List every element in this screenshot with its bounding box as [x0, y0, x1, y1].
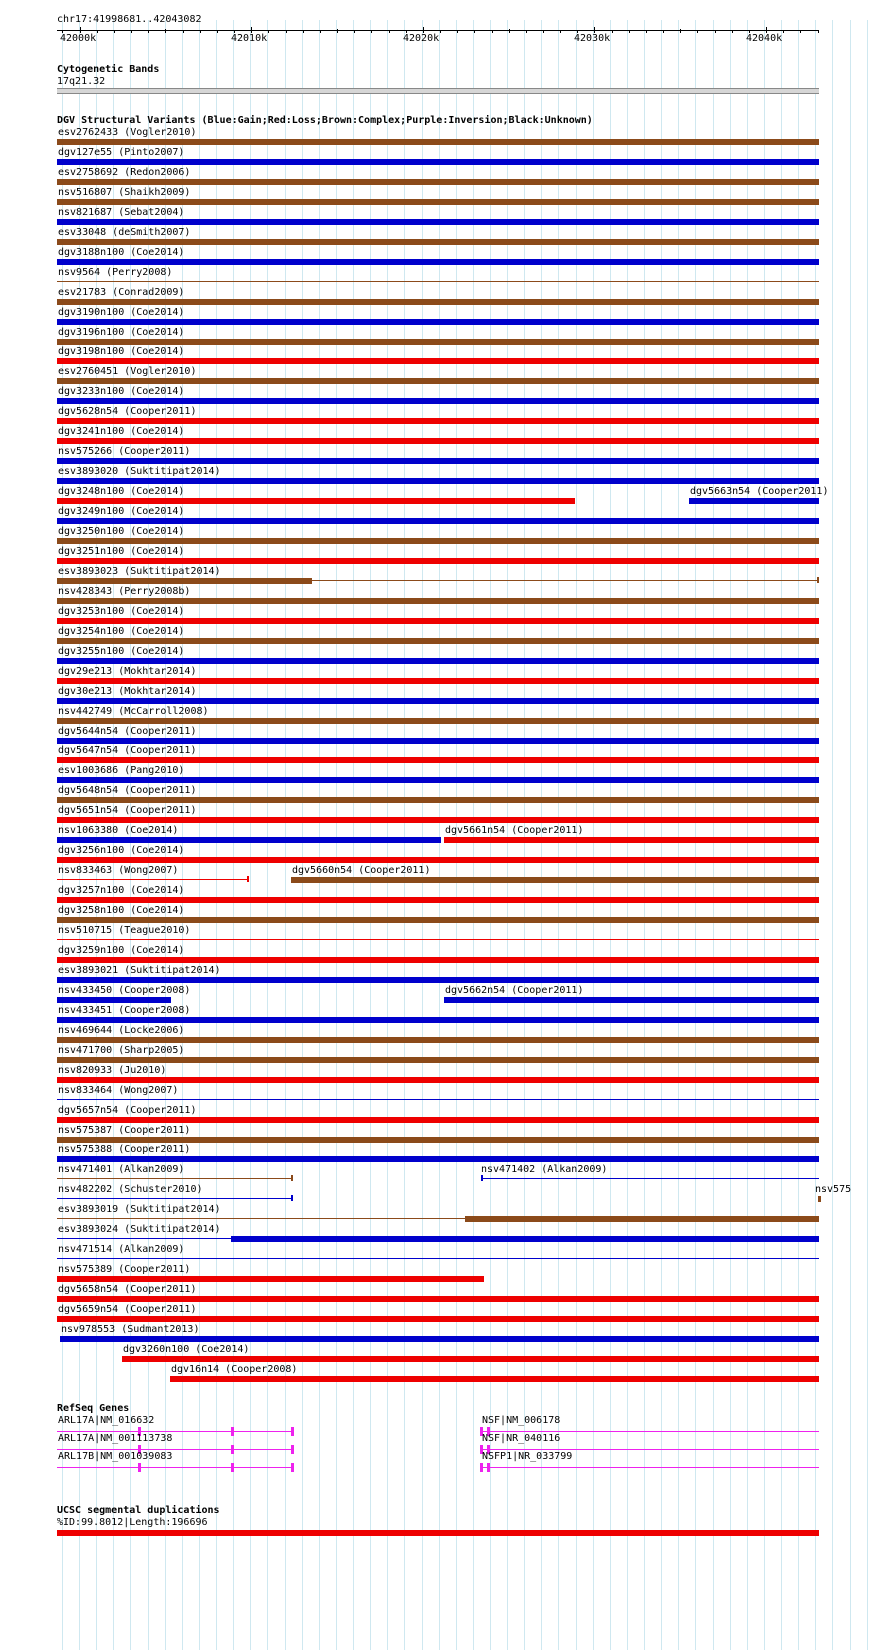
dgv-feature-bar[interactable]: [57, 738, 819, 744]
gene-exon[interactable]: [291, 1463, 294, 1472]
gene-exon[interactable]: [487, 1463, 490, 1472]
ruler-tick-label: 42020k: [403, 33, 440, 44]
ruler-minor-tick: [800, 30, 801, 33]
dgv-feature-label[interactable]: nsv469644 (Locke2006): [58, 1025, 185, 1036]
gene-exon[interactable]: [291, 1445, 294, 1454]
gene-intron-line[interactable]: [57, 1449, 292, 1450]
dgv-feature-label[interactable]: dgv3254n100 (Coe2014): [58, 626, 185, 637]
dgv-feature-bar[interactable]: [57, 718, 819, 724]
dgv-feature-label[interactable]: dgv3241n100 (Coe2014): [58, 426, 185, 437]
ruler-minor-tick: [371, 30, 372, 33]
dgv-feature-label[interactable]: dgv5659n54 (Cooper2011): [58, 1304, 197, 1315]
ruler-minor-tick: [680, 29, 681, 33]
dgv-feature-label[interactable]: nsv575: [815, 1184, 852, 1195]
dgv-feature-bar[interactable]: [57, 578, 312, 584]
dgv-feature-bar[interactable]: [57, 438, 819, 444]
dgv-feature-label[interactable]: esv2762433 (Vogler2010): [58, 127, 197, 138]
dgv-feature-label[interactable]: nsv978553 (Sudmant2013): [61, 1324, 200, 1335]
gene-exon[interactable]: [480, 1463, 483, 1472]
gene-intron-line[interactable]: [57, 1431, 292, 1432]
dgv-feature-bar[interactable]: [57, 179, 819, 185]
dgv-feature-bar[interactable]: [57, 777, 819, 783]
dgv-feature-label[interactable]: esv3893021 (Suktitipat2014): [58, 965, 221, 976]
dgv-feature-label[interactable]: nsv516807 (Shaikh2009): [58, 187, 191, 198]
dgv-feature-label[interactable]: esv3893020 (Suktitipat2014): [58, 466, 221, 477]
ruler-minor-tick: [131, 30, 132, 33]
dgv-feature-label[interactable]: dgv5660n54 (Cooper2011): [292, 865, 431, 876]
dgv-feature-label[interactable]: dgv5648n54 (Cooper2011): [58, 785, 197, 796]
dgv-feature-label[interactable]: dgv5657n54 (Cooper2011): [58, 1105, 197, 1116]
dgv-feature-bar[interactable]: [57, 378, 819, 384]
gene-label[interactable]: ARL17B|NM_001039083: [58, 1451, 173, 1462]
dgv-feature-bar[interactable]: [57, 598, 819, 604]
gene-exon[interactable]: [291, 1427, 294, 1436]
dgv-feature-bar[interactable]: [291, 877, 819, 883]
ruler-tick-label: 42010k: [231, 33, 268, 44]
dgv-feature-bar[interactable]: [57, 558, 819, 564]
segdup-feature-label[interactable]: %ID:99.8012|Length:196696: [57, 1517, 208, 1528]
dgv-feature-label[interactable]: nsv575389 (Cooper2011): [58, 1264, 191, 1275]
gene-label[interactable]: NSFP1|NR_033799: [482, 1451, 573, 1462]
dgv-feature-bar[interactable]: [57, 917, 819, 923]
dgv-feature-label[interactable]: nsv471402 (Alkan2009): [481, 1164, 608, 1175]
dgv-feature-bar[interactable]: [122, 1356, 819, 1362]
dgv-feature-label[interactable]: esv21783 (Conrad2009): [58, 287, 185, 298]
grid-line: [850, 20, 851, 1650]
ruler-minor-tick: [440, 30, 441, 33]
ruler-minor-tick: [286, 30, 287, 33]
dgv-track-title[interactable]: DGV Structural Variants (Blue:Gain;Red:Loss;Brown:Complex;Purple:Inversion;Black:Unknown): [57, 115, 593, 126]
ruler-axis: [57, 30, 819, 31]
gene-intron-line[interactable]: [481, 1431, 819, 1432]
cytoband-bar[interactable]: [57, 88, 819, 94]
dgv-feature-bar[interactable]: [57, 1017, 819, 1023]
ruler-minor-tick: [818, 30, 819, 33]
dgv-feature-label[interactable]: nsv471401 (Alkan2009): [58, 1164, 185, 1175]
dgv-feature-line[interactable]: [57, 879, 248, 880]
dgv-feature-end-tick: [817, 577, 819, 583]
ruler-minor-tick: [629, 30, 630, 33]
ruler-minor-tick: [200, 30, 201, 33]
dgv-feature-bar[interactable]: [57, 239, 819, 245]
dgv-feature-label[interactable]: esv33048 (deSmith2007): [58, 227, 191, 238]
gene-exon[interactable]: [138, 1463, 141, 1472]
gene-intron-line[interactable]: [57, 1467, 292, 1468]
ruler-minor-tick: [165, 29, 166, 33]
dgv-feature-bar[interactable]: [57, 1137, 819, 1143]
grid-line: [832, 20, 833, 1650]
ruler-minor-tick: [217, 30, 218, 33]
dgv-feature-bar[interactable]: [57, 319, 819, 325]
ruler-minor-tick: [783, 30, 784, 33]
ruler-minor-tick: [389, 30, 390, 33]
dgv-feature-label[interactable]: nsv9564 (Perry2008): [58, 267, 173, 278]
ruler-minor-tick: [303, 30, 304, 33]
dgv-feature-bar[interactable]: [465, 1216, 819, 1222]
dgv-feature-label[interactable]: dgv30e213 (Mokhtar2014): [58, 686, 197, 697]
ruler-minor-tick: [337, 29, 338, 33]
dgv-feature-label[interactable]: dgv3249n100 (Coe2014): [58, 506, 185, 517]
gene-label[interactable]: ARL17A|NM_016632: [58, 1415, 155, 1426]
dgv-feature-bar[interactable]: [57, 518, 819, 524]
dgv-feature-label[interactable]: dgv3258n100 (Coe2014): [58, 905, 185, 916]
dgv-feature-label[interactable]: dgv5628n54 (Cooper2011): [58, 406, 197, 417]
ruler-tick-label: 42040k: [746, 33, 783, 44]
dgv-feature-bar[interactable]: [57, 1296, 819, 1302]
dgv-feature-bar[interactable]: [57, 498, 575, 504]
grid-line: [867, 20, 868, 1650]
segdup-feature-bar[interactable]: [57, 1530, 819, 1536]
dgv-feature-bar[interactable]: [57, 1077, 819, 1083]
dgv-feature-bar[interactable]: [444, 997, 819, 1003]
dgv-feature-label[interactable]: dgv5644n54 (Cooper2011): [58, 726, 197, 737]
dgv-feature-label[interactable]: nsv433451 (Cooper2008): [58, 1005, 191, 1016]
dgv-feature-bar[interactable]: [57, 957, 819, 963]
dgv-feature-label[interactable]: dgv5663n54 (Cooper2011): [690, 486, 829, 497]
dgv-feature-label[interactable]: dgv3250n100 (Coe2014): [58, 526, 185, 537]
dgv-feature-bar[interactable]: [818, 1196, 821, 1202]
dgv-feature-bar[interactable]: [57, 1316, 819, 1322]
dgv-feature-bar[interactable]: [689, 498, 819, 504]
dgv-feature-label[interactable]: esv3893023 (Suktitipat2014): [58, 566, 221, 577]
dgv-feature-label[interactable]: dgv5661n54 (Cooper2011): [445, 825, 584, 836]
dgv-feature-line[interactable]: [312, 580, 819, 581]
ruler-minor-tick: [457, 30, 458, 33]
dgv-feature-label[interactable]: nsv471700 (Sharp2005): [58, 1045, 185, 1056]
ruler-minor-tick: [663, 30, 664, 33]
ruler-minor-tick: [526, 30, 527, 33]
dgv-feature-label[interactable]: nsv433450 (Cooper2008): [58, 985, 191, 996]
dgv-feature-bar[interactable]: [57, 817, 819, 823]
dgv-feature-line[interactable]: [57, 1198, 292, 1199]
dgv-feature-bar[interactable]: [57, 458, 819, 464]
dgv-feature-bar[interactable]: [57, 1117, 819, 1123]
dgv-feature-label[interactable]: nsv428343 (Perry2008b): [58, 586, 191, 597]
ruler-tick-label: 42000k: [60, 33, 97, 44]
ruler-minor-tick: [114, 30, 115, 33]
dgv-feature-line[interactable]: [481, 1178, 819, 1179]
dgv-feature-label[interactable]: dgv5658n54 (Cooper2011): [58, 1284, 197, 1295]
dgv-feature-bar[interactable]: [57, 139, 819, 145]
dgv-feature-line[interactable]: [57, 1258, 819, 1259]
dgv-feature-end-tick: [291, 1195, 293, 1201]
ruler-minor-tick: [148, 30, 149, 33]
segdup-track-title[interactable]: UCSC segmental duplications: [57, 1505, 220, 1516]
gene-exon[interactable]: [231, 1445, 234, 1454]
dgv-feature-bar[interactable]: [57, 797, 819, 803]
dgv-feature-bar[interactable]: [57, 997, 171, 1003]
dgv-feature-label[interactable]: dgv16n14 (Cooper2008): [171, 1364, 298, 1375]
dgv-feature-label[interactable]: dgv3198n100 (Coe2014): [58, 346, 185, 357]
dgv-feature-label[interactable]: nsv482202 (Schuster2010): [58, 1184, 203, 1195]
dgv-feature-label[interactable]: esv2758692 (Redon2006): [58, 167, 191, 178]
ruler-minor-tick: [697, 30, 698, 33]
dgv-feature-label[interactable]: nsv575387 (Cooper2011): [58, 1125, 191, 1136]
dgv-feature-line[interactable]: [57, 939, 819, 940]
dgv-feature-bar[interactable]: [57, 1057, 819, 1063]
dgv-feature-label[interactable]: esv3893024 (Suktitipat2014): [58, 1224, 221, 1235]
dgv-feature-end-tick: [291, 1175, 293, 1181]
dgv-feature-bar[interactable]: [57, 638, 819, 644]
gene-exon[interactable]: [231, 1463, 234, 1472]
dgv-feature-label[interactable]: nsv575266 (Cooper2011): [58, 446, 191, 457]
dgv-feature-label[interactable]: esv2760451 (Vogler2010): [58, 366, 197, 377]
gene-label[interactable]: ARL17A|NM_001113738: [58, 1433, 173, 1444]
position-label: chr17:41998681..42043082: [57, 14, 202, 25]
dgv-feature-end-tick: [481, 1175, 483, 1181]
dgv-feature-bar[interactable]: [57, 1156, 819, 1162]
gene-intron-line[interactable]: [481, 1467, 819, 1468]
dgv-feature-bar[interactable]: [57, 658, 819, 664]
dgv-feature-label[interactable]: dgv3188n100 (Coe2014): [58, 247, 185, 258]
dgv-feature-label[interactable]: nsv575388 (Cooper2011): [58, 1144, 191, 1155]
dgv-feature-label[interactable]: dgv3255n100 (Coe2014): [58, 646, 185, 657]
dgv-feature-label[interactable]: dgv127e55 (Pinto2007): [58, 147, 185, 158]
dgv-feature-bar[interactable]: [57, 199, 819, 205]
dgv-feature-bar[interactable]: [57, 757, 819, 763]
dgv-feature-line[interactable]: [57, 1178, 292, 1179]
dgv-feature-bar[interactable]: [57, 538, 819, 544]
dgv-feature-bar[interactable]: [57, 398, 819, 404]
dgv-feature-bar[interactable]: [170, 1376, 819, 1382]
dgv-feature-bar[interactable]: [57, 339, 819, 345]
dgv-feature-label[interactable]: dgv5651n54 (Cooper2011): [58, 805, 197, 816]
dgv-feature-label[interactable]: dgv3248n100 (Coe2014): [58, 486, 185, 497]
dgv-feature-bar[interactable]: [57, 897, 819, 903]
ruler-tick-label: 42030k: [574, 33, 611, 44]
dgv-feature-label[interactable]: dgv29e213 (Mokhtar2014): [58, 666, 197, 677]
ruler-minor-tick: [612, 30, 613, 33]
dgv-feature-bar[interactable]: [57, 1276, 484, 1282]
dgv-feature-line[interactable]: [57, 281, 819, 282]
ruler-minor-tick: [646, 30, 647, 33]
dgv-feature-bar[interactable]: [57, 1037, 819, 1043]
cytoband-track-title[interactable]: Cytogenetic Bands: [57, 64, 160, 75]
dgv-feature-label[interactable]: dgv3257n100 (Coe2014): [58, 885, 185, 896]
ruler-minor-tick: [509, 29, 510, 33]
dgv-feature-line[interactable]: [57, 1099, 819, 1100]
dgv-feature-bar[interactable]: [444, 837, 819, 843]
dgv-feature-label[interactable]: dgv3260n100 (Coe2014): [123, 1344, 250, 1355]
dgv-feature-label[interactable]: nsv1063380 (Coe2014): [58, 825, 179, 836]
gene-exon[interactable]: [231, 1427, 234, 1436]
ruler-minor-tick: [732, 30, 733, 33]
dgv-feature-bar[interactable]: [57, 698, 819, 704]
dgv-feature-bar[interactable]: [231, 1236, 819, 1242]
dgv-feature-bar[interactable]: [57, 219, 819, 225]
dgv-feature-label[interactable]: nsv442749 (McCarroll2008): [58, 706, 209, 717]
ruler-minor-tick: [320, 30, 321, 33]
dgv-feature-label[interactable]: esv3893019 (Suktitipat2014): [58, 1204, 221, 1215]
dgv-feature-bar[interactable]: [57, 837, 441, 843]
dgv-feature-label[interactable]: nsv471514 (Alkan2009): [58, 1244, 185, 1255]
dgv-feature-label[interactable]: dgv3256n100 (Coe2014): [58, 845, 185, 856]
dgv-feature-bar[interactable]: [57, 478, 819, 484]
dgv-feature-label[interactable]: dgv3196n100 (Coe2014): [58, 327, 185, 338]
dgv-feature-bar[interactable]: [57, 418, 819, 424]
dgv-feature-end-tick: [247, 876, 249, 882]
dgv-feature-bar[interactable]: [57, 857, 819, 863]
ruler-minor-tick: [474, 30, 475, 33]
dgv-feature-line[interactable]: [57, 1218, 465, 1219]
ruler-minor-tick: [560, 30, 561, 33]
dgv-feature-bar[interactable]: [57, 977, 819, 983]
refseq-track-title[interactable]: RefSeq Genes: [57, 1403, 130, 1414]
dgv-feature-label[interactable]: dgv3259n100 (Coe2014): [58, 945, 185, 956]
dgv-feature-label[interactable]: nsv820933 (Ju2010): [58, 1065, 167, 1076]
dgv-feature-bar[interactable]: [57, 678, 819, 684]
ruler-minor-tick: [97, 30, 98, 33]
dgv-feature-bar[interactable]: [57, 159, 819, 165]
gene-label[interactable]: NSF|NR_040116: [482, 1433, 561, 1444]
dgv-feature-label[interactable]: dgv3190n100 (Coe2014): [58, 307, 185, 318]
ruler-minor-tick: [492, 30, 493, 33]
dgv-feature-label[interactable]: nsv821687 (Sebat2004): [58, 207, 185, 218]
dgv-feature-bar[interactable]: [60, 1336, 819, 1342]
dgv-feature-bar[interactable]: [57, 259, 819, 265]
ruler-minor-tick: [715, 30, 716, 33]
ruler-minor-tick: [354, 30, 355, 33]
dgv-feature-label[interactable]: nsv833463 (Wong2007): [58, 865, 179, 876]
ruler-minor-tick: [543, 30, 544, 33]
ruler-minor-tick: [268, 30, 269, 33]
dgv-feature-label[interactable]: dgv3253n100 (Coe2014): [58, 606, 185, 617]
dgv-feature-label[interactable]: esv1003686 (Pang2010): [58, 765, 185, 776]
dgv-feature-line[interactable]: [57, 1238, 231, 1239]
ruler-minor-tick: [183, 30, 184, 33]
gene-label[interactable]: NSF|NM_006178: [482, 1415, 561, 1426]
dgv-feature-label[interactable]: dgv3233n100 (Coe2014): [58, 386, 185, 397]
dgv-feature-bar[interactable]: [57, 618, 819, 624]
dgv-feature-bar[interactable]: [57, 358, 819, 364]
dgv-feature-label[interactable]: dgv3251n100 (Coe2014): [58, 546, 185, 557]
cytoband-label[interactable]: 17q21.32: [57, 76, 106, 87]
dgv-feature-label[interactable]: dgv5647n54 (Cooper2011): [58, 745, 197, 756]
gene-intron-line[interactable]: [481, 1449, 819, 1450]
dgv-feature-bar[interactable]: [57, 299, 819, 305]
dgv-feature-label[interactable]: nsv510715 (Teague2010): [58, 925, 191, 936]
dgv-feature-label[interactable]: nsv833464 (Wong2007): [58, 1085, 179, 1096]
dgv-feature-label[interactable]: dgv5662n54 (Cooper2011): [445, 985, 584, 996]
